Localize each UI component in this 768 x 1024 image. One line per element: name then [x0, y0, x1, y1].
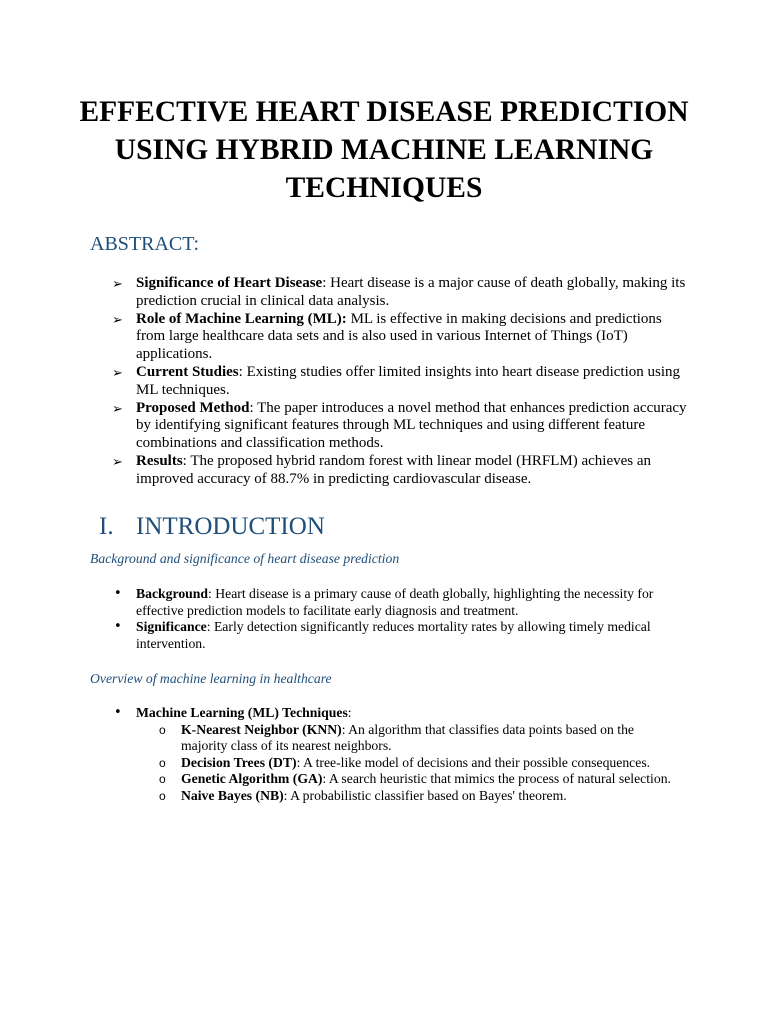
page-title: EFFECTIVE HEART DISEASE PREDICTION USING HYBRID MACHINE LEARNING TECHNIQUES	[79, 96, 689, 204]
circle-bullet-icon: o	[159, 722, 166, 737]
circle-bullet-icon: o	[159, 788, 166, 803]
ml-technique-list	[136, 722, 680, 805]
background-list	[90, 586, 680, 652]
list-item	[90, 453, 690, 489]
item-term: Current Studies	[136, 363, 239, 380]
list-item	[90, 400, 690, 453]
item-term: Decision Trees (DT)	[181, 754, 297, 770]
item-term: Genetic Algorithm (GA)	[181, 771, 323, 787]
item-separator: :	[249, 399, 254, 416]
list-item	[90, 619, 680, 652]
circle-bullet-icon: o	[159, 755, 166, 770]
dot-bullet-icon: •	[114, 586, 122, 601]
subheading-background: Background and significance of heart disease prediction	[90, 551, 400, 566]
item-term: Results	[136, 452, 183, 469]
section-heading-introduction	[99, 512, 325, 542]
list-item	[90, 586, 680, 619]
abstract-heading: ABSTRACT:	[90, 233, 200, 255]
arrow-bullet-icon: ➢	[112, 277, 123, 292]
item-text: : A search heuristic that mimics the process of natural selection.	[322, 771, 671, 787]
item-term: Significance	[136, 619, 207, 635]
item-term: Significance of Heart Disease	[136, 275, 323, 291]
item-text: : A tree-like model of decisions and their possible consequences.	[296, 754, 651, 770]
list-item	[136, 771, 680, 788]
item-text: : An algorithm that classifies data points based on the majority class of its nearest neighbors.	[181, 721, 635, 754]
list-item	[136, 722, 680, 755]
list-item	[136, 788, 680, 805]
subheading-ml-overview: Overview of machine learning in healthcare	[90, 671, 332, 686]
list-item	[90, 311, 690, 364]
item-text: The paper introduces a novel method that enhances prediction accuracy by identifying significant features through ML techniques and using different feature combinations and classification methods.	[136, 399, 687, 452]
list-item	[90, 275, 690, 311]
list-item	[90, 705, 680, 805]
item-text: Existing studies offer limited insights into heart disease prediction using ML techniques.	[136, 363, 680, 398]
item-term: Machine Learning (ML) Techniques	[136, 705, 348, 720]
circle-bullet-icon: o	[159, 772, 166, 787]
item-term: Role of Machine Learning (ML):	[136, 310, 347, 327]
item-separator: :	[238, 363, 243, 380]
dot-bullet-icon: •	[114, 705, 122, 720]
section-title: INTRODUCTION	[136, 513, 325, 540]
item-separator: :	[182, 452, 187, 469]
arrow-bullet-icon: ➢	[112, 365, 123, 381]
item-term: Background	[136, 586, 209, 601]
item-text: The proposed hybrid random forest with linear model (HRFLM) achieves an improved accuracy of 88.7% in predicting cardiovascular disease.	[136, 452, 652, 487]
arrow-bullet-icon: ➢	[112, 401, 123, 417]
item-term: K-Nearest Neighbor (KNN)	[181, 721, 342, 737]
item-term: Naive Bayes (NB)	[181, 787, 284, 803]
arrow-bullet-icon: ➢	[112, 312, 123, 328]
item-text: Heart disease is a major cause of death globally, making its prediction crucial in clinical data analysis.	[136, 275, 686, 309]
abstract-list	[90, 275, 690, 489]
dot-bullet-icon: •	[114, 619, 122, 635]
list-item	[90, 364, 690, 400]
item-term: Proposed Method	[136, 399, 250, 416]
arrow-bullet-icon: ➢	[112, 454, 123, 470]
list-item	[136, 755, 680, 772]
item-text: : Heart disease is a primary cause of death globally, highlighting the necessity for effective prediction models to facilitate early diagnosis and treatment.	[136, 586, 654, 618]
item-text: : Early detection significantly reduces mortality rates by allowing timely medical intervention.	[136, 619, 651, 651]
item-text: :	[347, 705, 352, 720]
section-number: I.	[99, 513, 114, 540]
ml-list	[90, 705, 680, 805]
item-separator: :	[322, 275, 327, 291]
item-text: : A probabilistic classifier based on Bayes' theorem.	[283, 787, 567, 803]
item-text: ML is effective in making decisions and predictions from large healthcare data sets and is also used in various Internet of Things (IoT) applications.	[136, 310, 662, 363]
